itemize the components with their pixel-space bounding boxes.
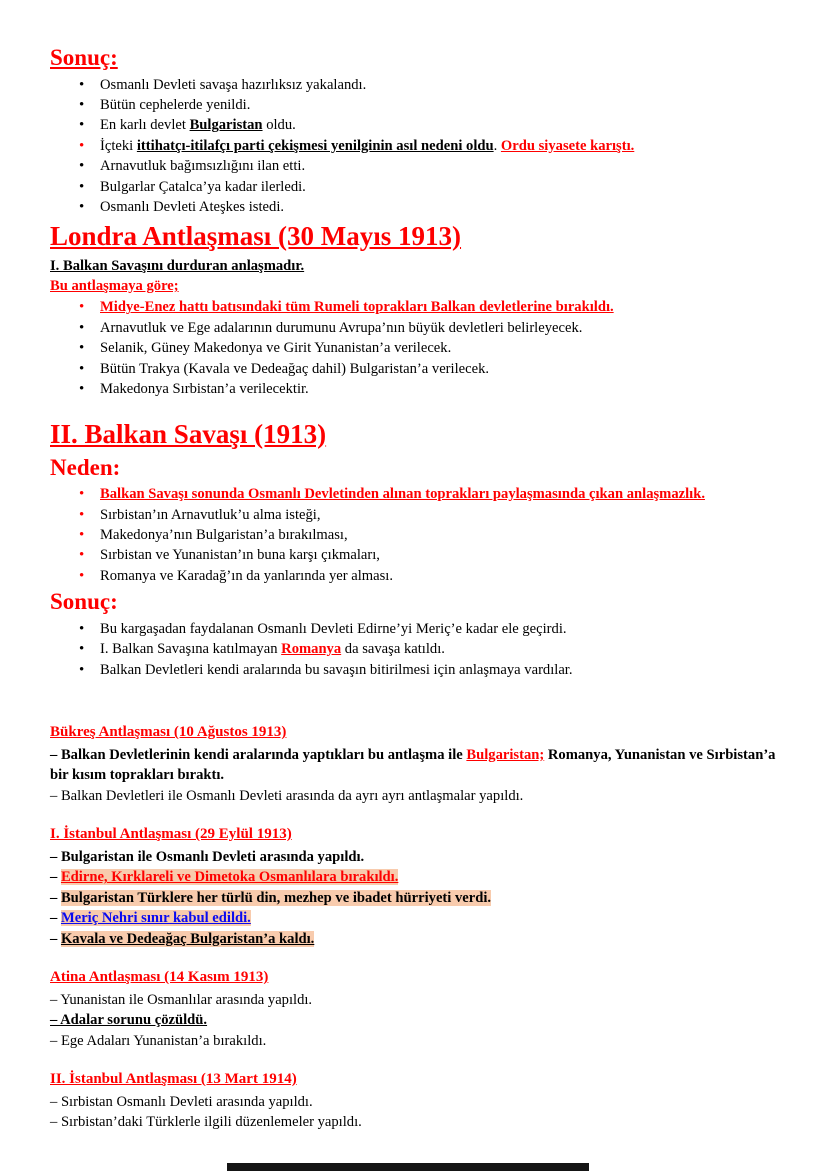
bullet-item xyxy=(50,75,778,95)
bullet-item xyxy=(50,136,778,156)
heading-atina-antlasmasi xyxy=(50,967,778,989)
text-line xyxy=(50,1092,778,1112)
bullet-item xyxy=(50,484,778,504)
text-segment: Romanya ve Karadağ’ın da yanlarında yer alması. xyxy=(100,567,393,584)
text-segment: Sırbistan’ın Arnavutluk’u alma isteği, xyxy=(100,506,321,523)
spacer xyxy=(50,682,778,722)
text-line xyxy=(50,847,778,867)
text-segment: Atina Antlaşması (14 Kasım 1913) xyxy=(50,969,269,986)
text-segment: – Sırbistan’daki Türklerle ilgili düzenlemeler yapıldı. xyxy=(50,1114,362,1131)
heading-i-istanbul-antlasmasi xyxy=(50,824,778,846)
text-segment: – xyxy=(50,910,61,927)
text-segment: Balkan Devletleri kendi aralarında bu savaşın bitirilmesi için anlaşmaya vardılar. xyxy=(100,661,573,678)
text-segment: Osmanlı Devleti Ateşkes istedi. xyxy=(100,199,285,216)
text-line xyxy=(50,1112,778,1132)
heading-bukres-antlasmasi xyxy=(50,722,778,744)
spacer xyxy=(50,949,778,967)
text-line xyxy=(50,1010,778,1030)
text-segment: oldu. xyxy=(262,117,296,134)
text-segment: Bütün Trakya (Kavala ve Dedeağaç dahil) Bulgaristan’a verilecek. xyxy=(100,360,490,377)
text-segment: Makedonya Sırbistan’a verilecektir. xyxy=(100,381,309,398)
text-segment: Bulgaristan Türklere her türlü din, mezhep ve ibadet hürriyeti verdi. xyxy=(60,889,492,906)
text-segment: İçteki xyxy=(100,137,137,154)
text-segment: – xyxy=(50,889,61,906)
text-segment: Kavala ve Dedeağaç Bulgaristan’a kaldı. xyxy=(60,930,315,947)
text-segment: Balkan Savaşı sonunda Osmanlı Devletinden alınan toprakları paylaşmasında çıkan anlaşmazlık. xyxy=(100,486,705,503)
text-segment: Osmanlı Devleti savaşa hazırlıksız yakalandı. xyxy=(100,76,367,93)
text-segment: Neden: xyxy=(50,454,121,480)
text-line xyxy=(50,929,778,949)
bullet-list xyxy=(50,297,778,399)
text-line xyxy=(50,867,778,887)
bullet-item xyxy=(50,115,778,135)
text-segment: – xyxy=(50,869,61,886)
bullet-list xyxy=(50,619,778,680)
heading-neden xyxy=(50,454,778,482)
text-segment: Sonuç: xyxy=(50,45,118,70)
text-segment: II. İstanbul Antlaşması (13 Mart 1914) xyxy=(50,1071,297,1088)
bullet-item xyxy=(50,297,778,317)
text-line xyxy=(50,256,778,276)
bullet-list xyxy=(50,484,778,586)
text-segment: Edirne, Kırklareli ve Dimetoka Osmanlılara bırakıldı. xyxy=(60,869,399,886)
text-segment: – Ege Adaları Yunanistan’a bırakıldı. xyxy=(50,1032,267,1049)
text-line xyxy=(50,888,778,908)
text-line xyxy=(50,786,778,806)
bullet-item xyxy=(50,619,778,639)
text-segment: Midye-Enez hattı batısındaki tüm Rumeli toprakları Balkan devletlerine bırakıldı. xyxy=(100,299,614,316)
heading-londra-antlasmasi xyxy=(50,221,778,252)
text-segment: I. Balkan Savaşına katılmayan xyxy=(100,641,282,658)
spacer xyxy=(50,1051,778,1069)
bullet-item xyxy=(50,505,778,525)
text-line xyxy=(50,908,778,928)
text-segment: Bu antlaşmaya göre; xyxy=(50,278,179,295)
text-segment: Meriç Nehri sınır kabul edildi. xyxy=(60,910,251,927)
heading-ii-istanbul-antlasmasi xyxy=(50,1069,778,1091)
text-segment: Bu kargaşadan faydalanan Osmanlı Devleti Edirne’yi Meriç’e kadar ele geçirdi. xyxy=(100,620,567,637)
text-segment: – Adalar sorunu çözüldü. xyxy=(50,1012,208,1029)
text-segment: da savaşa katıldı. xyxy=(341,641,445,658)
spacer xyxy=(50,402,778,416)
text-segment: Bulgaristan; xyxy=(466,746,545,763)
bullet-item xyxy=(50,197,778,217)
text-segment: Bulgarlar Çatalca’ya kadar ilerledi. xyxy=(100,178,306,195)
bullet-item xyxy=(50,156,778,176)
bullet-item xyxy=(50,318,778,338)
bullet-list xyxy=(50,75,778,218)
text-segment: Sonuç: xyxy=(50,589,118,615)
bullet-item xyxy=(50,525,778,545)
bullet-item xyxy=(50,95,778,115)
bullet-item xyxy=(50,338,778,358)
text-segment: – Balkan Devletlerinin kendi aralarında yaptıkları bu antlaşma ile xyxy=(50,746,467,763)
text-segment: En karlı devlet xyxy=(100,117,190,134)
document-content xyxy=(50,44,778,1133)
text-segment: Romanya, Yunanistan ve Sırbistan’a bir kısım toprakları bıraktı. xyxy=(50,746,776,784)
bullet-item xyxy=(50,359,778,379)
bullet-item xyxy=(50,639,778,659)
text-segment: Ordu siyasete karıştı. xyxy=(500,137,635,154)
text-segment: – xyxy=(50,930,61,947)
text-segment: Bükreş Antlaşması (10 Ağustos 1913) xyxy=(50,724,287,741)
text-segment: – Balkan Devletleri ile Osmanlı Devleti arasında da ayrı ayrı antlaşmalar yapıldı. xyxy=(50,787,524,804)
text-line xyxy=(50,276,778,296)
text-line xyxy=(50,745,778,786)
text-segment: Arnavutluk bağımsızlığını ilan etti. xyxy=(100,158,306,175)
text-line xyxy=(50,990,778,1010)
bullet-item xyxy=(50,379,778,399)
text-segment: – Yunanistan ile Osmanlılar arasında yapıldı. xyxy=(50,991,313,1008)
bullet-item xyxy=(50,177,778,197)
text-segment: ittihatçı-itilafçı parti çekişmesi yenilginin asıl nedeni oldu xyxy=(136,137,494,154)
bullet-item xyxy=(50,545,778,565)
spacer xyxy=(50,806,778,824)
text-segment: II. Balkan Savaşı (1913) xyxy=(50,418,327,449)
heading-ii-balkan-savasi xyxy=(50,419,778,450)
text-segment: – Sırbistan Osmanlı Devleti arasında yapıldı. xyxy=(50,1093,313,1110)
text-segment: Bulgaristan xyxy=(189,117,263,134)
bullet-item xyxy=(50,660,778,680)
heading-sonuc-1 xyxy=(50,44,778,72)
text-segment: Sırbistan ve Yunanistan’ın buna karşı çıkmaları, xyxy=(100,547,380,564)
bullet-item xyxy=(50,566,778,586)
heading-sonuc-2 xyxy=(50,588,778,616)
text-segment: Romanya xyxy=(281,641,342,658)
text-segment: Selanik, Güney Makedonya ve Girit Yunanistan’a verilecek. xyxy=(100,340,452,357)
text-segment: Arnavutluk ve Ege adalarının durumunu Avrupa’nın büyük devletleri belirleyecek. xyxy=(100,319,583,336)
text-segment: I. Balkan Savaşını durduran anlaşmadır. xyxy=(50,257,305,274)
text-segment: Londra Antlaşması (30 Mayıs 1913) xyxy=(50,220,462,251)
text-segment: Makedonya’nın Bulgaristan’a bırakılması, xyxy=(100,527,348,544)
next-page-element-edge xyxy=(227,1163,589,1171)
text-segment: . xyxy=(493,137,501,154)
text-segment: I. İstanbul Antlaşması (29 Eylül 1913) xyxy=(50,826,292,843)
text-segment: Bütün cephelerde yenildi. xyxy=(100,97,251,114)
text-line xyxy=(50,1031,778,1051)
text-segment: – Bulgaristan ile Osmanlı Devleti arasında yapıldı. xyxy=(50,848,365,865)
